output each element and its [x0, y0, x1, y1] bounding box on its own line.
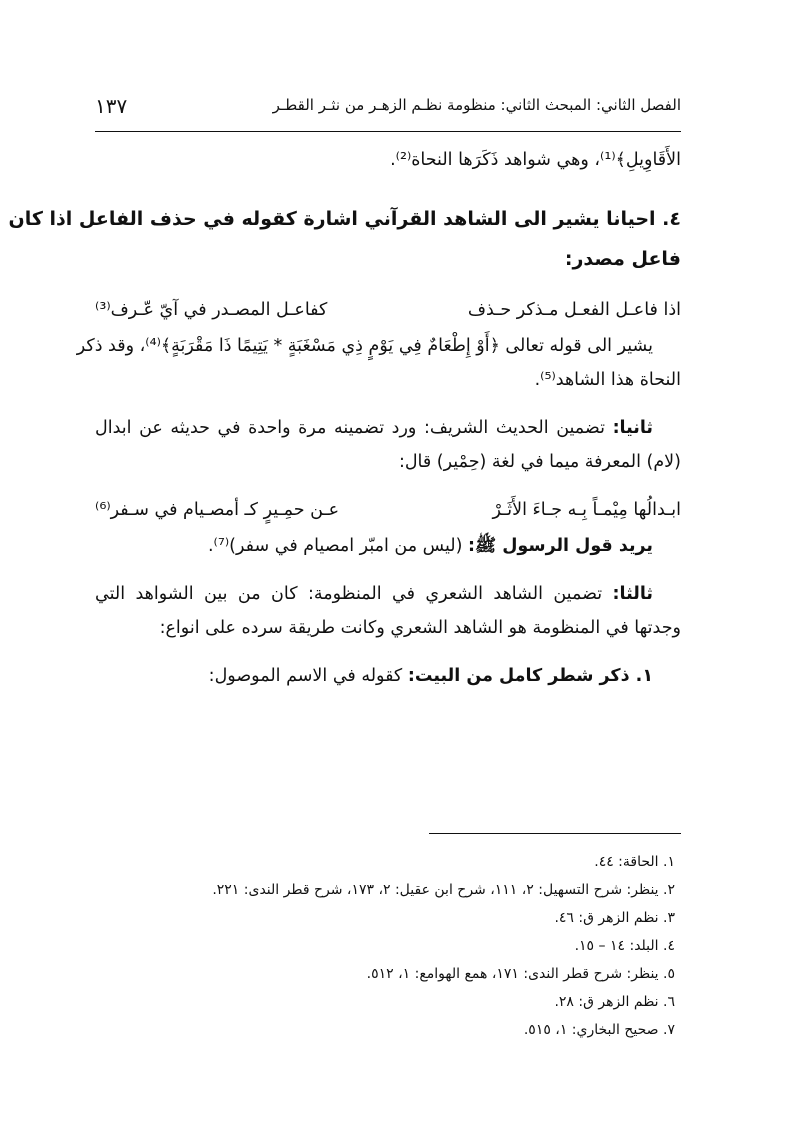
hadith-label: يريد قول الرسول ﷺ:	[468, 536, 653, 556]
poem-verse	[95, 493, 681, 529]
paragraph-line: يشير الى قوله تعالى ﴿أَوْ إِطْعَامٌ فِي يَوْمٍ ذِي مَسْغَبَةٍ * يَتِيمًا ذَا مَقْرَبَةٍ﴾⁽⁴⁾، وقد ذكر	[76, 336, 653, 356]
header-rule	[95, 131, 681, 132]
list-item-label: ١. ذكر شطر كامل من البيت:	[407, 666, 653, 686]
footnote: ٤. البلد: ١٤ – ١٥.	[574, 938, 675, 954]
paragraph-line: وجدتها في المنظومة هو الشاهد الشعري وكانت طريقة سرده على انواع:	[159, 618, 681, 638]
running-header	[95, 92, 681, 126]
paragraph-text: تضمين الحديث الشريف: ورد تضمينه مرة واحدة في حديثه عن ابدال	[95, 418, 605, 438]
paragraph-text: تضمين الشاهد الشعري في المنظومة: كان من بين الشواهد التي	[95, 584, 603, 604]
list-item	[95, 659, 681, 693]
footnote-separator	[429, 833, 681, 834]
main-text	[8, 143, 681, 693]
footnotes	[95, 848, 675, 1044]
section-heading-line: ٤. احيانا يشير الى الشاهد القرآني اشارة كقوله في حذف الفاعل اذا كان	[8, 208, 681, 230]
footnote: ٧. صحيح البخاري: ١، ٥١٥.	[523, 1022, 675, 1038]
section-label: ثانيا:	[612, 418, 653, 438]
verse-second-hemistich: كفاعـل المصـدر في آيّ عّـرف⁽³⁾	[95, 300, 328, 320]
section-heading-line: فاعل مصدر:	[564, 248, 681, 270]
section-label: ثالثا:	[612, 584, 653, 604]
paragraph-line	[95, 577, 681, 611]
paragraph-line: النحاة هذا الشاهد⁽⁵⁾.	[534, 370, 681, 390]
footnote: ٦. نظم الزهر ق: ٢٨.	[554, 994, 675, 1010]
verse-first-hemistich: ابـدالُها مِيْمـاً بِـه جـاءَ الأَثَـرْ	[492, 500, 681, 520]
page-number: ١٣٧	[95, 94, 128, 118]
footnote: ٥. ينظر: شرح قطر الندى: ١٧١، همع الهوامع: ١، ٥١٢.	[366, 966, 675, 982]
footnote: ٣. نظم الزهر ق: ٤٦.	[554, 910, 675, 926]
verse-second-hemistich: عـن حمِـيرٍ كـ أمصـيام في سـفر⁽⁶⁾	[95, 500, 340, 520]
footnote: ٢. ينظر: شرح التسهيل: ٢، ١١١، شرح ابن عقيل: ٢، ١٧٣، شرح قطر الندى: ٢٢١.	[212, 882, 675, 898]
footnote: ١. الحاقة: ٤٤.	[594, 854, 675, 870]
paragraph-line	[95, 411, 681, 445]
list-item-text: كقوله في الاسم الموصول:	[208, 666, 403, 686]
paragraph-line: (لام) المعرفة ميما في لغة (حِمْير) قال:	[398, 452, 681, 472]
hadith-text: (ليس من امبّر امصيام في سفر)⁽⁷⁾.	[207, 536, 463, 556]
verse-first-hemistich: اذا فاعـل الفعـل مـذكر حـذف	[467, 300, 681, 320]
chapter-title: الفصل الثاني: المبحث الثاني: منظومة نظـم الزهـر من نثـر القطـر	[272, 96, 681, 114]
paragraph-line: الأَقَاوِيلِ﴾⁽¹⁾، وهي شواهد ذَكَرَها النحاة⁽²⁾.	[390, 150, 681, 170]
paragraph-line	[95, 529, 681, 563]
poem-verse	[95, 293, 681, 329]
